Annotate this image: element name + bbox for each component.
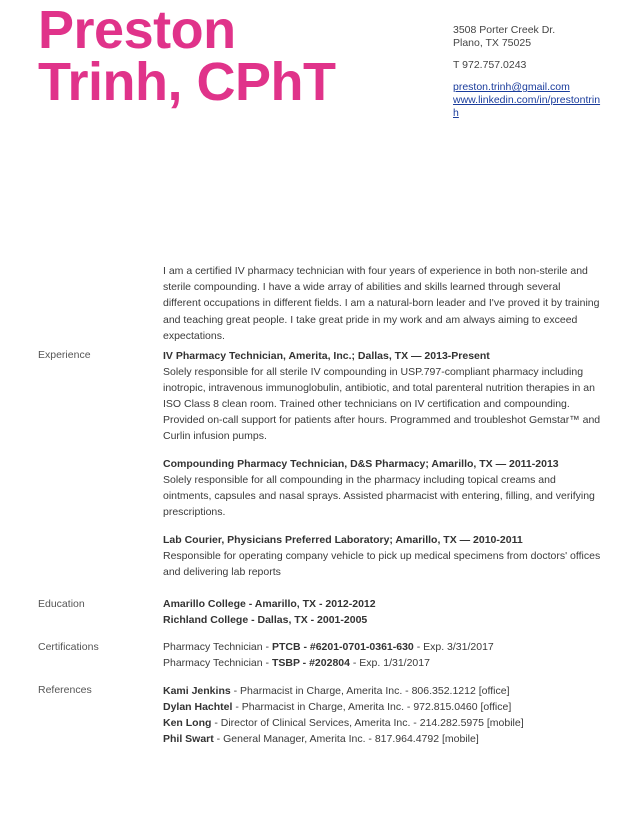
reference-detail: - Pharmacist in Charge, Amerita Inc. - 806.352.1212 [office] — [230, 685, 510, 697]
references-label: References — [38, 684, 92, 696]
contact-block — [453, 24, 603, 120]
education-section — [163, 596, 603, 628]
job-entry — [163, 456, 603, 520]
experience-label: Experience — [38, 349, 91, 361]
reference-detail: - General Manager, Amerita Inc. - 817.964.4792 [mobile] — [213, 733, 479, 745]
education-item: Amarillo College - Amarillo, TX - 2012-2012 — [163, 598, 376, 610]
name-line-last: Trinh, CPhT — [38, 52, 336, 112]
linkedin-link[interactable]: www.linkedin.com/in/prestontrinh — [453, 94, 601, 119]
experience-section — [163, 348, 603, 592]
reference-name: Ken Long — [163, 717, 212, 729]
reference-item — [163, 731, 603, 747]
job-description: Responsible for operating company vehicle to pick up medical specimens from doctors' offices and delivering lab reports — [163, 550, 601, 578]
reference-detail: - Pharmacist in Charge, Amerita Inc. - 972.815.0460 [office] — [232, 701, 512, 713]
reference-item — [163, 683, 603, 699]
certification-prefix: Pharmacy Technician - — [163, 657, 272, 669]
reference-item — [163, 715, 603, 731]
reference-name: Dylan Hachtel — [163, 701, 233, 713]
certification-item — [163, 655, 603, 671]
profile-summary: I am a certified IV pharmacy technician with four years of experience in both non-sterile and sterile compounding. I have a wide array of abilities and skills learned through several different occupations in different fields. I am a natural-born leader and I've proved it by training and teaching great people. I take great pride in my work and am always aiming to exceed expectations. — [163, 265, 600, 342]
certification-item — [163, 639, 603, 655]
name-line-first: Preston — [38, 0, 236, 60]
education-item: Richland College - Dallas, TX - 2001-2005 — [163, 614, 368, 626]
education-label: Education — [38, 598, 85, 610]
reference-name: Kami Jenkins — [163, 685, 231, 697]
reference-item — [163, 699, 603, 715]
certification-prefix: Pharmacy Technician - — [163, 641, 272, 653]
certification-expiry: - Exp. 1/31/2017 — [349, 657, 430, 669]
certification-expiry: - Exp. 3/31/2017 — [413, 641, 494, 653]
address-line-2: Plano, TX 75025 — [453, 37, 532, 49]
email-link[interactable]: preston.trinh@gmail.com — [453, 81, 570, 93]
reference-detail: - Director of Clinical Services, Amerita Inc. - 214.282.5975 [mobile] — [211, 717, 524, 729]
candidate-name — [38, 0, 336, 112]
job-title: Lab Courier, Physicians Preferred Laboratory; Amarillo, TX — 2010-2011 — [163, 534, 523, 546]
references-section — [163, 683, 603, 747]
job-entry — [163, 348, 603, 444]
address-line-1: 3508 Porter Creek Dr. — [453, 24, 556, 36]
phone-number: T 972.757.0243 — [453, 59, 527, 71]
job-description: Solely responsible for all sterile IV compounding in USP.797-compliant pharmacy including inotropic, intravenous immunoglobulin, antibiotic, and total parenteral nutrition therapies in an ISO Class 8 clean room. Trained other technicians on IV certification and compounding. Provided on-call support for patients after hours. Programmed and troubleshot Gemstar™ and Curlin infusion pumps. — [163, 366, 601, 442]
certifications-label: Certifications — [38, 641, 99, 653]
job-title: IV Pharmacy Technician, Amerita, Inc.; Dallas, TX — 2013-Present — [163, 350, 490, 362]
job-description: Solely responsible for all compounding in the pharmacy including topical creams and ointments, capsules and nasal sprays. Assisted pharmacist with entering, filling, and verifying prescriptions. — [163, 474, 595, 518]
reference-name: Phil Swart — [163, 733, 214, 745]
certifications-section — [163, 639, 603, 671]
certification-id: TSBP - #202804 — [271, 657, 350, 669]
job-title: Compounding Pharmacy Technician, D&S Pharmacy; Amarillo, TX — 2011-2013 — [163, 458, 559, 470]
certification-id: PTCB - #6201-0701-0361-630 — [271, 641, 414, 653]
job-entry — [163, 532, 603, 580]
